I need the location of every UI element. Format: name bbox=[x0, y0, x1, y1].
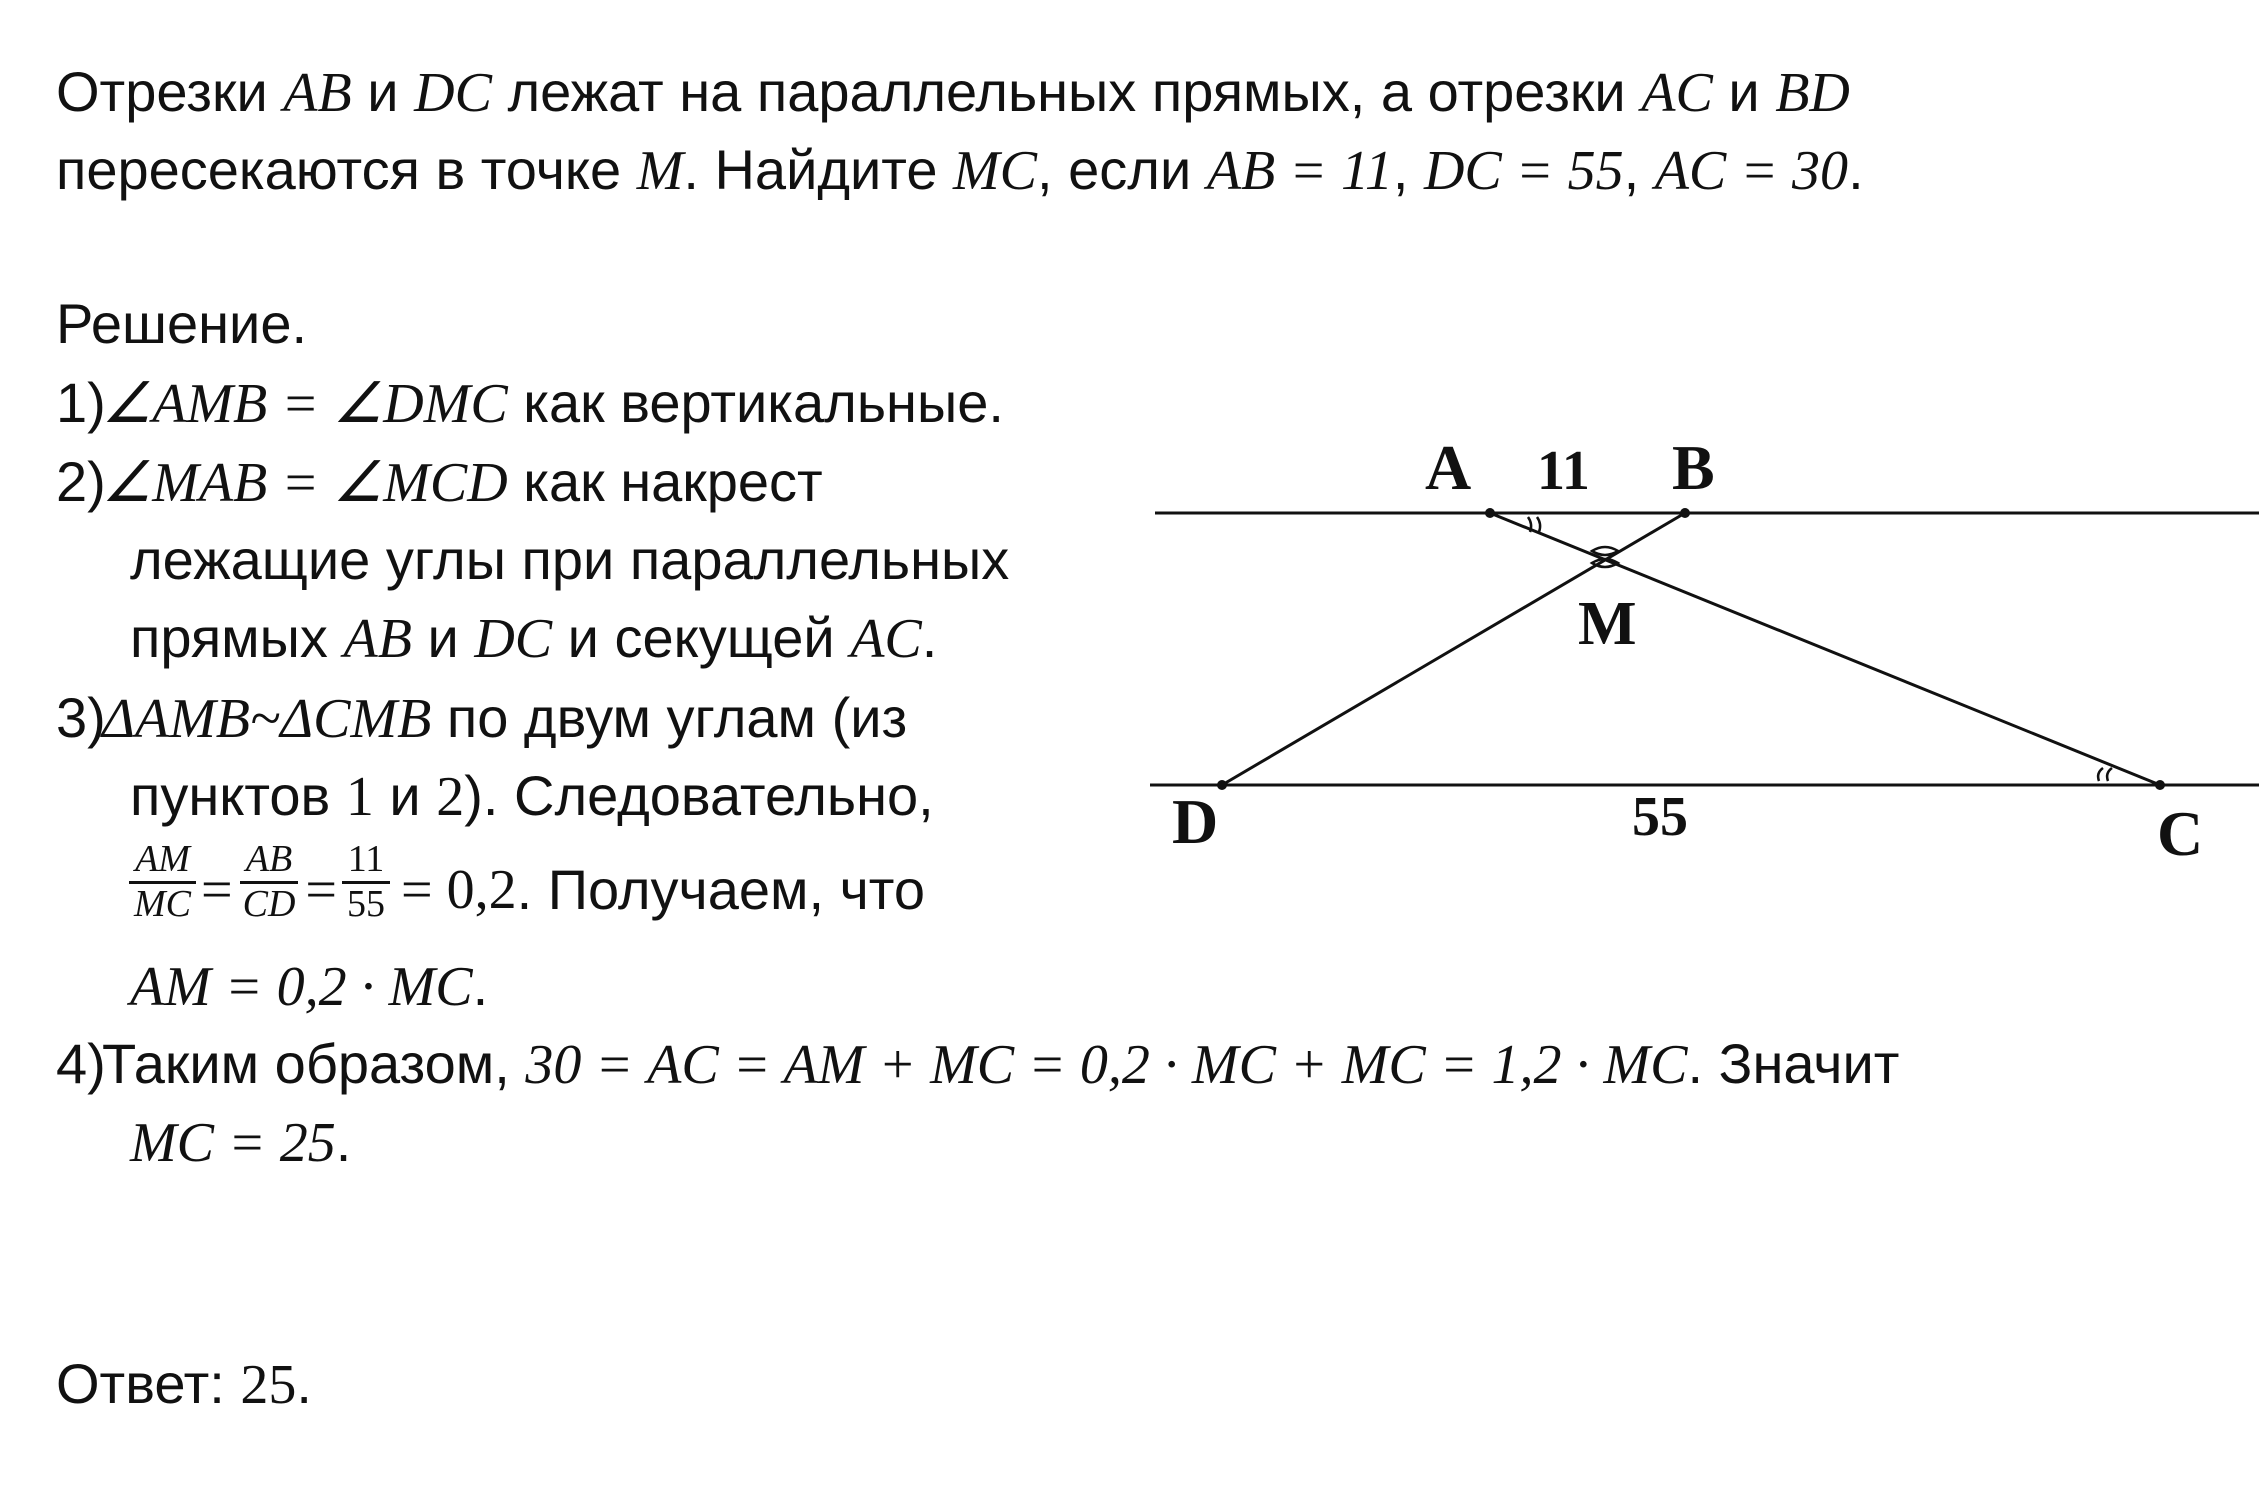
step-text: как накрест bbox=[507, 450, 823, 513]
label-dc-length: 55 bbox=[1632, 786, 1688, 848]
label-m: M bbox=[1578, 590, 1637, 658]
problem-text: пересекаются в точке bbox=[56, 138, 637, 201]
fraction-denominator: CD bbox=[242, 882, 296, 925]
problem-text: . bbox=[1848, 138, 1864, 201]
step-number-ref: 2 bbox=[436, 766, 465, 828]
point-d-dot bbox=[1217, 780, 1227, 790]
fraction-denominator: MC bbox=[134, 882, 191, 925]
segment-dc: DC bbox=[474, 608, 553, 670]
label-c: C bbox=[2157, 798, 2204, 869]
fraction-numerator: AB bbox=[240, 839, 298, 883]
solution-heading: Решение. bbox=[56, 292, 308, 355]
fraction-denominator: 55 bbox=[346, 882, 385, 925]
step-text: и секущей bbox=[552, 606, 851, 669]
problem-text: . Найдите bbox=[683, 138, 954, 201]
step-text: Таким образом, bbox=[102, 1032, 526, 1095]
given-ab: AB = 11 bbox=[1206, 140, 1393, 202]
point-c-dot bbox=[2155, 780, 2165, 790]
step-number: 1) bbox=[56, 371, 106, 434]
problem-text: Отрезки bbox=[56, 60, 268, 123]
label-d: D bbox=[1172, 786, 1219, 857]
step-math: 30 = AC = AM + MC = 0,2 · MC + MC = 1,2 · MC bbox=[525, 1034, 1688, 1096]
step-text: и bbox=[373, 764, 437, 827]
equals-sign: = bbox=[201, 859, 233, 921]
step-number: 4) bbox=[56, 1032, 106, 1095]
segment-bd: BD bbox=[1775, 62, 1850, 124]
step-text: . bbox=[921, 606, 938, 669]
given-ac: AC = 30 bbox=[1654, 140, 1849, 202]
fraction-numerator: AM bbox=[129, 839, 196, 883]
step-number-ref: 1 bbox=[345, 766, 374, 828]
problem-text: лежат на параллельных прямых, а отрезки bbox=[491, 60, 1642, 123]
label-b: B bbox=[1672, 432, 1715, 503]
step-text: по двум углам (из bbox=[431, 686, 908, 749]
angle-mark-a-2 bbox=[1537, 517, 1540, 532]
step-math: MC = 25 bbox=[130, 1112, 336, 1174]
step-text: . Получаем, что bbox=[516, 858, 925, 921]
segment-ac: AC bbox=[1641, 62, 1713, 124]
segment-mc: MC bbox=[953, 140, 1038, 202]
step-text: . bbox=[472, 954, 489, 1017]
equals-sign: = bbox=[305, 859, 337, 921]
fraction-numerator: 11 bbox=[342, 839, 391, 883]
problem-text: и bbox=[1712, 60, 1776, 123]
problem-text: , bbox=[1392, 138, 1424, 201]
step-text: и bbox=[411, 606, 475, 669]
step-text: пунктов bbox=[130, 764, 346, 827]
step-text: прямых bbox=[130, 606, 344, 669]
step-number: 3) bbox=[56, 686, 106, 749]
label-a: A bbox=[1425, 432, 1472, 503]
point-m: M bbox=[636, 140, 684, 202]
step-math: ∠MAB = ∠MCD bbox=[102, 452, 508, 514]
step-text: . bbox=[335, 1110, 352, 1173]
point-b-dot bbox=[1680, 508, 1690, 518]
angle-mark-c-2 bbox=[2107, 768, 2112, 781]
answer-end: . bbox=[296, 1352, 312, 1415]
step-text: . Значит bbox=[1687, 1032, 1900, 1095]
segment-ab: AB bbox=[343, 608, 412, 670]
fraction-result: = 0,2 bbox=[400, 859, 517, 921]
problem-text: , bbox=[1623, 138, 1655, 201]
step-text: как вертикальные. bbox=[507, 371, 1004, 434]
vertical-angle-mark-upper bbox=[1592, 547, 1618, 555]
segment-dc: DC bbox=[414, 62, 492, 124]
problem-text: и bbox=[351, 60, 415, 123]
answer-label: Ответ: bbox=[56, 1352, 241, 1415]
given-dc: DC = 55 bbox=[1423, 140, 1624, 202]
step-text: ). Следовательно, bbox=[464, 764, 934, 827]
segment-ab: AB bbox=[283, 62, 352, 124]
problem-text: , если bbox=[1037, 138, 1207, 201]
step-math: ΔAMB~ΔCMB bbox=[102, 688, 432, 750]
label-ab-length: 11 bbox=[1537, 440, 1590, 502]
step-number: 2) bbox=[56, 450, 106, 513]
step-math: AM = 0,2 · MC bbox=[130, 956, 473, 1018]
answer-value: 25 bbox=[240, 1354, 297, 1416]
step-math: ∠AMB = ∠DMC bbox=[102, 373, 508, 435]
point-a-dot bbox=[1485, 508, 1495, 518]
angle-mark-c-1 bbox=[2098, 768, 2103, 781]
segment-ac: AC bbox=[850, 608, 922, 670]
solution-step-2-line-2: лежащие углы при параллельных bbox=[130, 528, 1010, 591]
